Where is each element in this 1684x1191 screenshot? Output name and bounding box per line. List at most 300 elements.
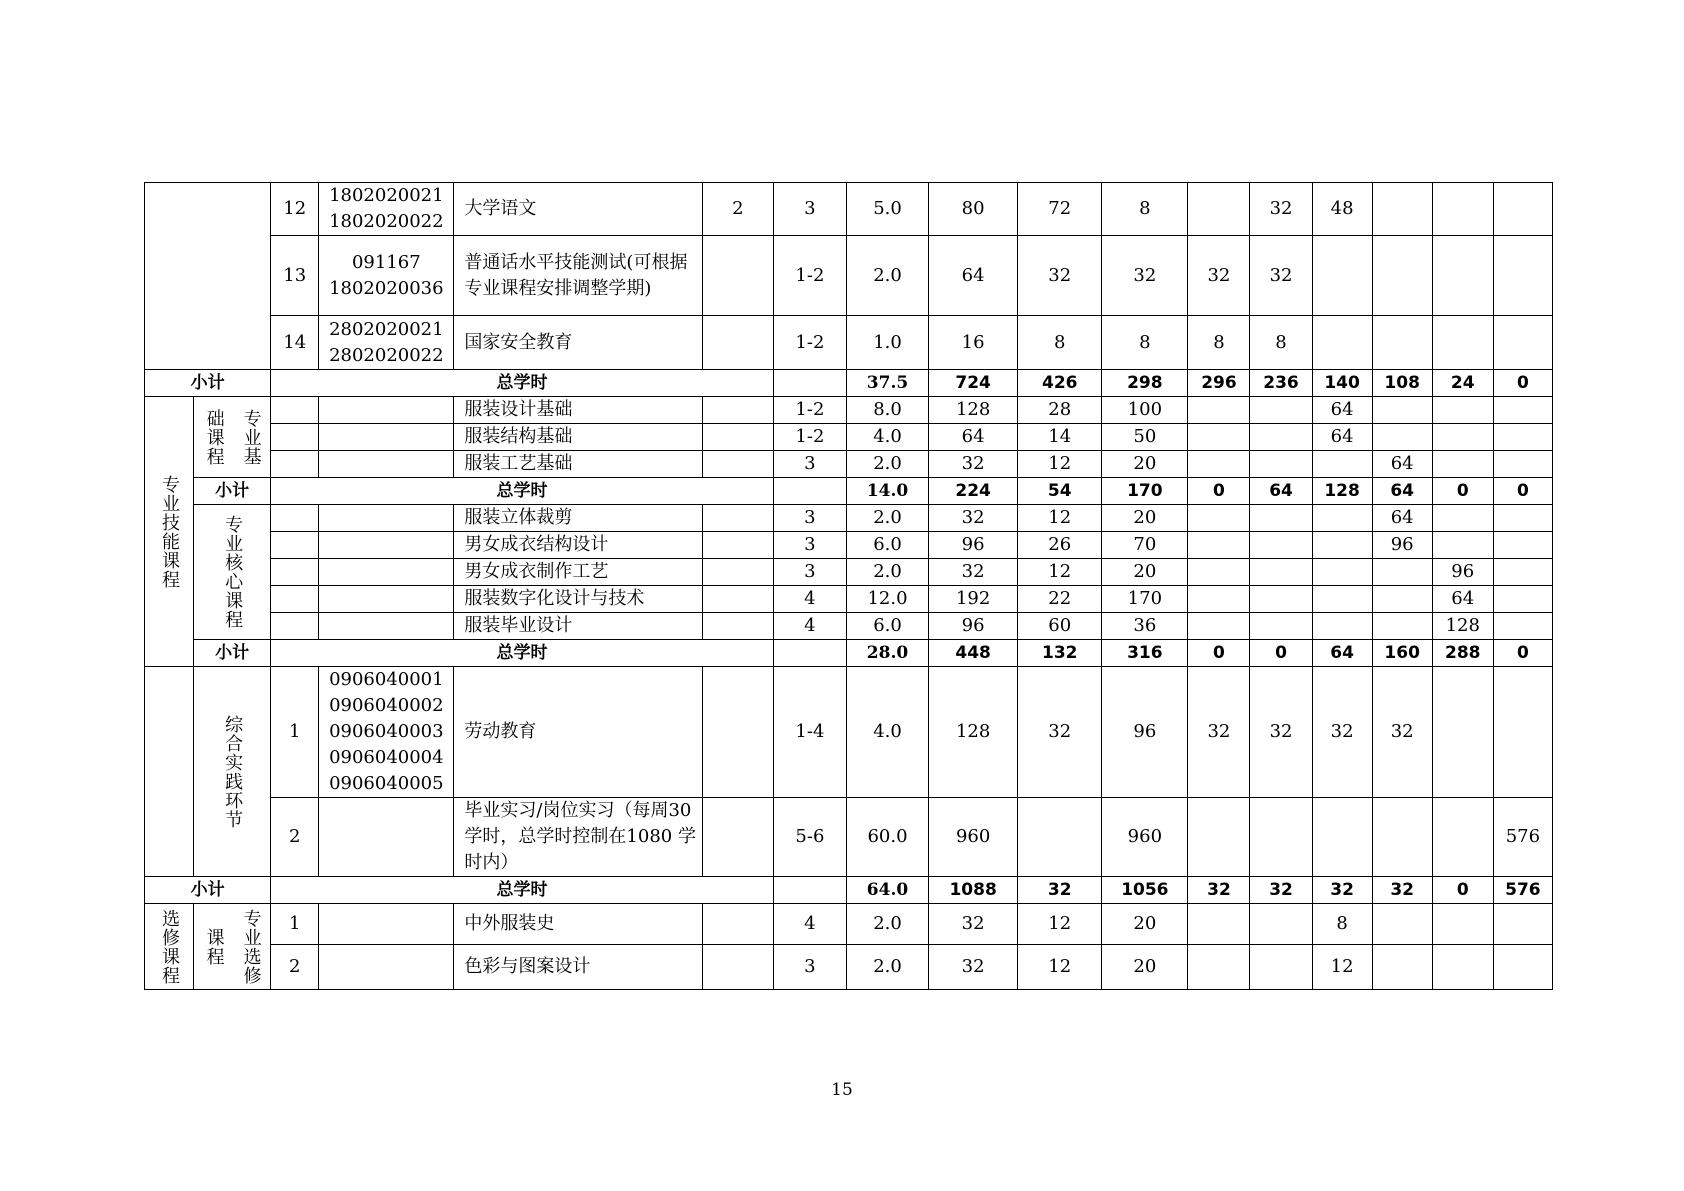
cell-practice-hours: 50 (1102, 424, 1188, 451)
cell-practice-hours: 8 (1102, 316, 1188, 370)
course-no: 1 (271, 904, 319, 945)
cell-s6 (1493, 316, 1552, 370)
cell-s6 (1493, 532, 1552, 559)
cell-total-hours: 80 (929, 183, 1018, 236)
cell-credits: 14.0 (846, 478, 928, 505)
course-name: 普通话水平技能测试(可根据专业课程安排调整学期) (454, 236, 702, 316)
cell-credits: 2.0 (846, 451, 928, 478)
cell-theory-hours: 12 (1018, 904, 1102, 945)
course-name: 中外服装史 (454, 904, 702, 945)
cell-theory-hours: 22 (1018, 586, 1102, 613)
cell-s1: 0 (1188, 640, 1250, 667)
cell-s5 (1432, 183, 1493, 236)
cell (702, 505, 773, 532)
cell-theory-hours: 32 (1018, 667, 1102, 798)
cell (702, 236, 773, 316)
cell-s1 (1188, 798, 1250, 877)
subtotal-total-label: 总学时 (271, 370, 774, 397)
course-name: 男女成衣结构设计 (454, 532, 702, 559)
cell (702, 798, 773, 877)
cell-theory-hours: 32 (1018, 877, 1102, 904)
course-codes (319, 904, 454, 945)
cell-s2: 32 (1250, 236, 1312, 316)
cell-s4: 64 (1372, 478, 1432, 505)
cell-credits: 2.0 (846, 945, 928, 990)
cell-s5: 64 (1432, 586, 1493, 613)
cell-total-hours: 724 (929, 370, 1018, 397)
subtotal-label: 小计 (194, 640, 271, 667)
cell-total-hours: 128 (929, 667, 1018, 798)
cell-practice-hours: 298 (1102, 370, 1188, 397)
cell (702, 559, 773, 586)
cell-theory-hours: 12 (1018, 945, 1102, 990)
cell-s6 (1493, 451, 1552, 478)
table-row (145, 397, 1553, 424)
cell-s1 (1188, 505, 1250, 532)
cell-practice-hours: 20 (1102, 451, 1188, 478)
cell-theory-hours: 60 (1018, 613, 1102, 640)
cell-s3 (1312, 236, 1372, 316)
course-no: 2 (271, 945, 319, 990)
course-no (271, 532, 319, 559)
course-name: 服装数字化设计与技术 (454, 586, 702, 613)
course-name: 服装工艺基础 (454, 451, 702, 478)
cell-s4: 96 (1372, 532, 1432, 559)
cell-total-hours: 1088 (929, 877, 1018, 904)
cell-semester: 3 (773, 183, 846, 236)
cell (773, 640, 846, 667)
cell-credits: 4.0 (846, 424, 928, 451)
course-codes: 091167 1802020036 (319, 236, 454, 316)
course-codes: 0906040001 0906040002 0906040003 0906040004 0906040005 (319, 667, 454, 798)
cell-practice-hours: 8 (1102, 183, 1188, 236)
cell-s2 (1250, 945, 1312, 990)
course-codes (319, 559, 454, 586)
subtotal-total-label: 总学时 (271, 877, 774, 904)
cell-s4: 32 (1372, 667, 1432, 798)
cell-practice-hours: 20 (1102, 559, 1188, 586)
cell-s1: 32 (1188, 236, 1250, 316)
cell-s2 (1250, 397, 1312, 424)
cell-s4: 32 (1372, 877, 1432, 904)
cell-s1 (1188, 397, 1250, 424)
course-name: 大学语文 (454, 183, 702, 236)
cell-credits: 1.0 (846, 316, 928, 370)
cell-s3 (1312, 613, 1372, 640)
cell-s4 (1372, 798, 1432, 877)
cell-s5 (1432, 505, 1493, 532)
cell-s3: 64 (1312, 397, 1372, 424)
subtotal-total-label: 总学时 (271, 640, 774, 667)
cell-s3: 32 (1312, 877, 1372, 904)
cell-s4 (1372, 559, 1432, 586)
cell-s4 (1372, 945, 1432, 990)
table-row (145, 667, 1553, 798)
table-row (145, 236, 1553, 316)
cell-s6 (1493, 397, 1552, 424)
cell-s1 (1188, 532, 1250, 559)
cell-total-hours: 192 (929, 586, 1018, 613)
cell-semester: 4 (773, 904, 846, 945)
cell-credits: 4.0 (846, 667, 928, 798)
cell-s2 (1250, 613, 1312, 640)
cell-s4 (1372, 236, 1432, 316)
cell-s6: 0 (1493, 640, 1552, 667)
cell (702, 316, 773, 370)
subtotal-row (145, 478, 1553, 505)
course-codes (319, 532, 454, 559)
cell-s4: 64 (1372, 505, 1432, 532)
cell-practice-hours: 170 (1102, 586, 1188, 613)
category-cell-empty (145, 183, 271, 370)
cell-practice-hours: 70 (1102, 532, 1188, 559)
table-row (145, 559, 1553, 586)
cell-s2: 8 (1250, 316, 1312, 370)
cell-s3 (1312, 798, 1372, 877)
course-no (271, 424, 319, 451)
cell-practice-hours: 1056 (1102, 877, 1188, 904)
cell-s1 (1188, 559, 1250, 586)
cell-s4 (1372, 397, 1432, 424)
cell-s5: 24 (1432, 370, 1493, 397)
cell-total-hours: 448 (929, 640, 1018, 667)
cell-practice-hours: 960 (1102, 798, 1188, 877)
cell-total-hours: 64 (929, 236, 1018, 316)
cell-s2 (1250, 532, 1312, 559)
cell (702, 451, 773, 478)
table-row (145, 798, 1553, 877)
cell-practice-hours: 20 (1102, 945, 1188, 990)
cell-s2: 32 (1250, 667, 1312, 798)
cell-s6 (1493, 613, 1552, 640)
cell-s3: 12 (1312, 945, 1372, 990)
cell-s5: 0 (1432, 478, 1493, 505)
subtotal-row (145, 640, 1553, 667)
cell-s3 (1312, 532, 1372, 559)
cell-s5 (1432, 667, 1493, 798)
cell-semester: 1-2 (773, 316, 846, 370)
table-row (145, 586, 1553, 613)
cell-credits: 64.0 (846, 877, 928, 904)
course-codes (319, 451, 454, 478)
subtotal-row (145, 877, 1553, 904)
cell-s5: 96 (1432, 559, 1493, 586)
cell: 2 (702, 183, 773, 236)
cell-credits: 6.0 (846, 613, 928, 640)
cell-s6 (1493, 945, 1552, 990)
cell-s2: 0 (1250, 640, 1312, 667)
cell-s5 (1432, 945, 1493, 990)
cell-semester: 1-4 (773, 667, 846, 798)
cell (773, 370, 846, 397)
course-no (271, 397, 319, 424)
course-no (271, 451, 319, 478)
cell-s6 (1493, 559, 1552, 586)
table-row (145, 532, 1553, 559)
cell-theory-hours: 72 (1018, 183, 1102, 236)
cell-credits: 6.0 (846, 532, 928, 559)
cell-s3: 140 (1312, 370, 1372, 397)
cell-s4: 64 (1372, 451, 1432, 478)
subtotal-label: 小计 (145, 370, 271, 397)
cell-total-hours: 96 (929, 532, 1018, 559)
cell-semester: 1-2 (773, 236, 846, 316)
cell-s2 (1250, 798, 1312, 877)
cell-s1 (1188, 904, 1250, 945)
subtotal-label: 小计 (194, 478, 271, 505)
cell-practice-hours: 36 (1102, 613, 1188, 640)
subcategory-elective: 专业选修 课程 (194, 904, 271, 990)
cell-theory-hours: 32 (1018, 236, 1102, 316)
cell-theory-hours: 14 (1018, 424, 1102, 451)
cell-s5 (1432, 904, 1493, 945)
cell-s5 (1432, 424, 1493, 451)
cell-s2: 64 (1250, 478, 1312, 505)
cell-practice-hours: 20 (1102, 505, 1188, 532)
cell-semester: 3 (773, 945, 846, 990)
course-no: 14 (271, 316, 319, 370)
course-codes (319, 505, 454, 532)
course-no: 1 (271, 667, 319, 798)
cell-s1 (1188, 424, 1250, 451)
course-codes (319, 798, 454, 877)
cell-s5: 128 (1432, 613, 1493, 640)
subtotal-row (145, 370, 1553, 397)
course-codes: 1802020021 1802020022 (319, 183, 454, 236)
cell-s3: 128 (1312, 478, 1372, 505)
cell-theory-hours: 12 (1018, 559, 1102, 586)
table-row (145, 316, 1553, 370)
cell-theory-hours: 132 (1018, 640, 1102, 667)
cell-s1: 32 (1188, 667, 1250, 798)
cell-s6 (1493, 236, 1552, 316)
cell-practice-hours: 170 (1102, 478, 1188, 505)
category-cell-empty (145, 667, 194, 877)
cell-s1 (1188, 183, 1250, 236)
subtotal-total-label: 总学时 (271, 478, 774, 505)
cell-s6 (1493, 505, 1552, 532)
cell-practice-hours: 316 (1102, 640, 1188, 667)
cell-credits: 2.0 (846, 505, 928, 532)
cell (702, 586, 773, 613)
course-no (271, 613, 319, 640)
cell-total-hours: 128 (929, 397, 1018, 424)
course-no: 12 (271, 183, 319, 236)
cell-s6: 576 (1493, 877, 1552, 904)
subcategory-practice: 综合实践环节 (194, 667, 271, 877)
table-row (145, 505, 1553, 532)
cell-s6: 0 (1493, 478, 1552, 505)
cell-theory-hours: 54 (1018, 478, 1102, 505)
cell-s1 (1188, 945, 1250, 990)
cell-s6 (1493, 424, 1552, 451)
course-name: 男女成衣制作工艺 (454, 559, 702, 586)
cell-s5: 0 (1432, 877, 1493, 904)
cell-s5 (1432, 397, 1493, 424)
cell (702, 397, 773, 424)
cell-s3 (1312, 586, 1372, 613)
table-row (145, 613, 1553, 640)
table-row (145, 904, 1553, 945)
cell (773, 478, 846, 505)
cell-theory-hours: 8 (1018, 316, 1102, 370)
table-row (145, 945, 1553, 990)
cell-s6: 576 (1493, 798, 1552, 877)
cell-s4 (1372, 586, 1432, 613)
cell-s6: 0 (1493, 370, 1552, 397)
cell-theory-hours (1018, 798, 1102, 877)
cell-total-hours: 64 (929, 424, 1018, 451)
cell-credits: 12.0 (846, 586, 928, 613)
cell-theory-hours: 26 (1018, 532, 1102, 559)
table-row (145, 424, 1553, 451)
cell-s5 (1432, 451, 1493, 478)
cell-semester: 1-2 (773, 424, 846, 451)
category-professional-skills: 专业技能课程 (145, 397, 194, 667)
cell-total-hours: 960 (929, 798, 1018, 877)
cell-s5 (1432, 798, 1493, 877)
cell (702, 904, 773, 945)
cell-s2 (1250, 505, 1312, 532)
cell-s2: 236 (1250, 370, 1312, 397)
cell-s2 (1250, 904, 1312, 945)
cell-s5 (1432, 316, 1493, 370)
cell-credits: 2.0 (846, 559, 928, 586)
cell-s1 (1188, 451, 1250, 478)
cell-total-hours: 96 (929, 613, 1018, 640)
cell (702, 613, 773, 640)
course-name: 服装立体裁剪 (454, 505, 702, 532)
category-elective: 选修课程 (145, 904, 194, 990)
cell-s1: 32 (1188, 877, 1250, 904)
cell-credits: 37.5 (846, 370, 928, 397)
cell-s3: 8 (1312, 904, 1372, 945)
subcategory-basic: 专业基 础课程 (194, 397, 271, 478)
cell-s4 (1372, 316, 1432, 370)
course-no (271, 505, 319, 532)
cell-theory-hours: 12 (1018, 505, 1102, 532)
cell-s4 (1372, 613, 1432, 640)
cell-s6 (1493, 667, 1552, 798)
cell-credits: 2.0 (846, 904, 928, 945)
course-name: 毕业实习/岗位实习（每周30 学时，总学时控制在1080 学时内） (454, 798, 702, 877)
cell-credits: 2.0 (846, 236, 928, 316)
cell-s3 (1312, 316, 1372, 370)
cell-s4: 108 (1372, 370, 1432, 397)
cell-theory-hours: 426 (1018, 370, 1102, 397)
cell (702, 667, 773, 798)
cell-s4 (1372, 904, 1432, 945)
cell-s4 (1372, 424, 1432, 451)
cell-s1: 296 (1188, 370, 1250, 397)
cell-semester: 1-2 (773, 397, 846, 424)
course-codes (319, 945, 454, 990)
cell-s3 (1312, 559, 1372, 586)
cell-s3 (1312, 505, 1372, 532)
cell-s5 (1432, 532, 1493, 559)
course-codes: 2802020021 2802020022 (319, 316, 454, 370)
page-number: 15 (831, 1080, 853, 1100)
cell-s1: 8 (1188, 316, 1250, 370)
cell-s6 (1493, 183, 1552, 236)
table-row (145, 451, 1553, 478)
cell-semester: 3 (773, 559, 846, 586)
cell-s2: 32 (1250, 877, 1312, 904)
course-codes (319, 586, 454, 613)
cell-s3 (1312, 451, 1372, 478)
cell-semester: 5-6 (773, 798, 846, 877)
cell-total-hours: 32 (929, 945, 1018, 990)
cell-theory-hours: 12 (1018, 451, 1102, 478)
cell-s6 (1493, 904, 1552, 945)
cell (702, 532, 773, 559)
cell-semester: 3 (773, 451, 846, 478)
cell-total-hours: 32 (929, 451, 1018, 478)
cell-practice-hours: 100 (1102, 397, 1188, 424)
course-codes (319, 424, 454, 451)
course-name: 服装毕业设计 (454, 613, 702, 640)
cell (773, 877, 846, 904)
cell-s1 (1188, 613, 1250, 640)
cell-semester: 4 (773, 586, 846, 613)
subcategory-core: 专业核心课程 (194, 505, 271, 640)
course-name: 色彩与图案设计 (454, 945, 702, 990)
cell-s1: 0 (1188, 478, 1250, 505)
cell-s2 (1250, 451, 1312, 478)
cell-total-hours: 32 (929, 505, 1018, 532)
cell-total-hours: 16 (929, 316, 1018, 370)
cell-credits: 5.0 (846, 183, 928, 236)
table-row (145, 183, 1553, 236)
course-no (271, 559, 319, 586)
course-name: 劳动教育 (454, 667, 702, 798)
cell-credits: 60.0 (846, 798, 928, 877)
cell-s4: 160 (1372, 640, 1432, 667)
course-name: 国家安全教育 (454, 316, 702, 370)
course-name: 服装设计基础 (454, 397, 702, 424)
cell-s2 (1250, 586, 1312, 613)
course-no: 2 (271, 798, 319, 877)
course-no (271, 586, 319, 613)
cell-practice-hours: 96 (1102, 667, 1188, 798)
cell-s5 (1432, 236, 1493, 316)
cell-s3: 64 (1312, 424, 1372, 451)
cell-practice-hours: 20 (1102, 904, 1188, 945)
cell-s3: 32 (1312, 667, 1372, 798)
cell (702, 424, 773, 451)
cell-s3: 64 (1312, 640, 1372, 667)
cell-s2 (1250, 559, 1312, 586)
course-plan-table (144, 182, 1553, 990)
cell-s1 (1188, 586, 1250, 613)
course-codes (319, 397, 454, 424)
cell-s2 (1250, 424, 1312, 451)
cell-practice-hours: 32 (1102, 236, 1188, 316)
cell-credits: 28.0 (846, 640, 928, 667)
cell-s5: 288 (1432, 640, 1493, 667)
course-name: 服装结构基础 (454, 424, 702, 451)
cell-semester: 4 (773, 613, 846, 640)
course-codes (319, 613, 454, 640)
cell-total-hours: 32 (929, 904, 1018, 945)
cell-s4 (1372, 183, 1432, 236)
cell-semester: 3 (773, 505, 846, 532)
course-no: 13 (271, 236, 319, 316)
cell-total-hours: 32 (929, 559, 1018, 586)
cell-s2: 32 (1250, 183, 1312, 236)
subtotal-label: 小计 (145, 877, 271, 904)
cell (702, 945, 773, 990)
